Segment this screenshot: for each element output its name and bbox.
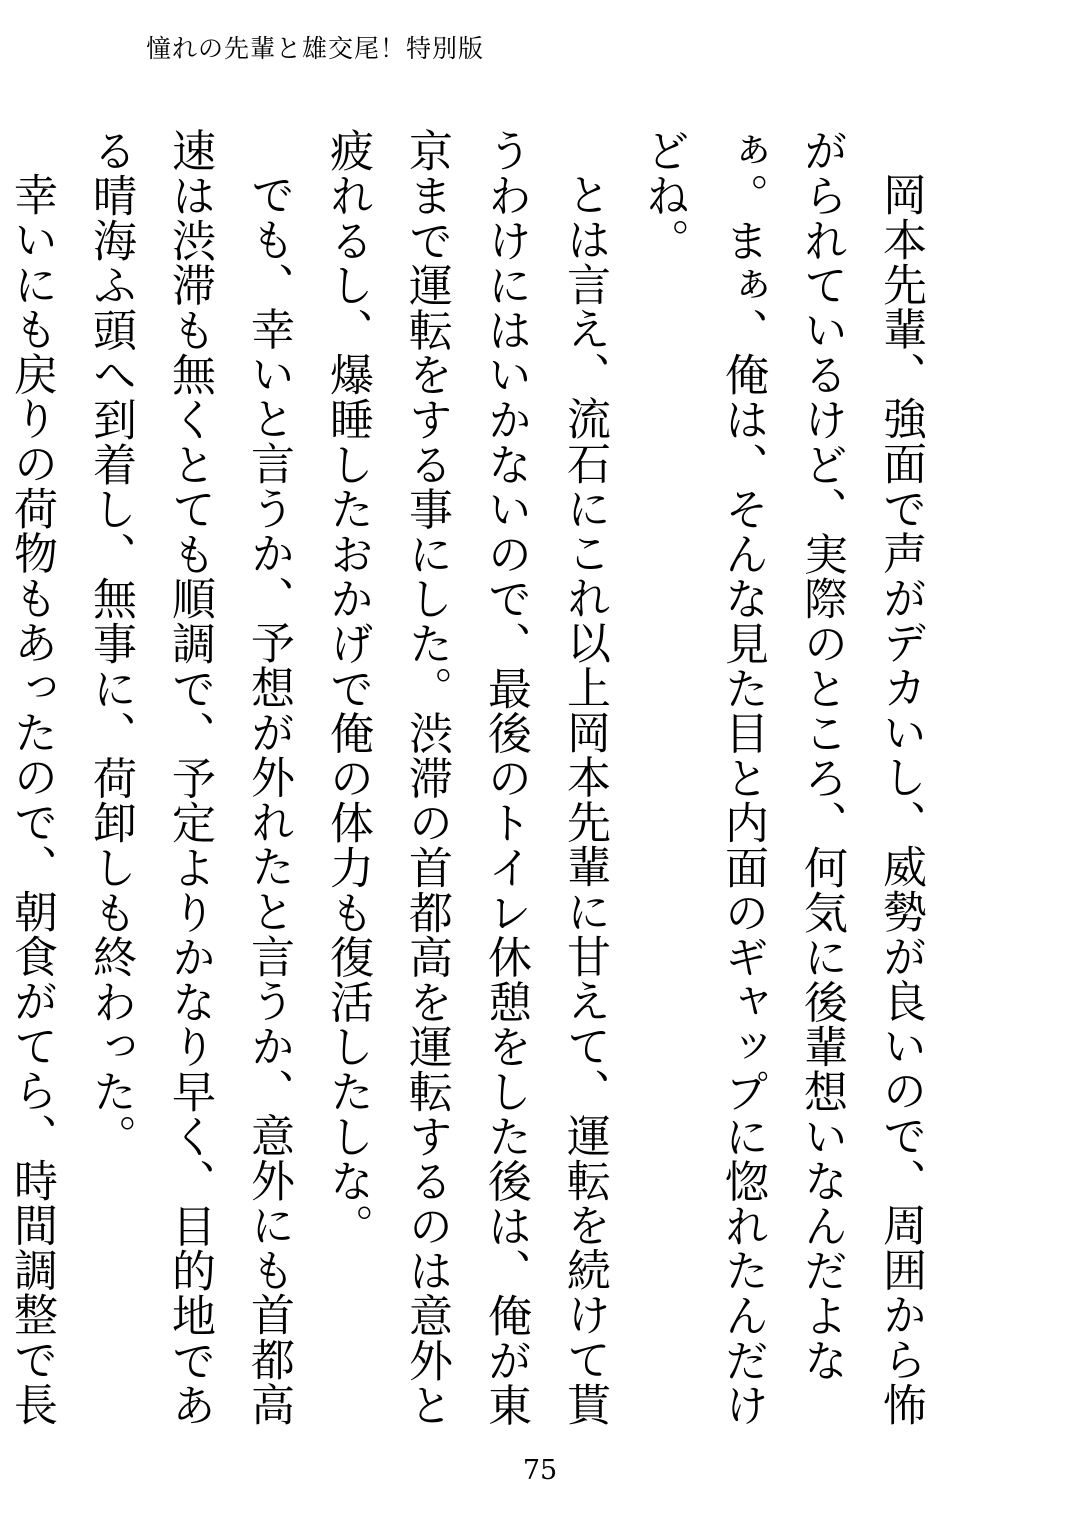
paragraph-2: とは言え、流石にこれ以上岡本先輩に甘えて、運転を続けて貰うわけにはいかないので、最後のトイレ休憩をした後は、俺が東京まで運転をする事にした。渋滞の首都高を運転するのは意外と疲れるし、爆睡したおかげで俺の体力も復活したしな。 <box>322 128 610 1428</box>
paragraph-1: 岡本先輩、強面で声がデカいし、威勢が良いので、周囲から怖がられているけど、実際のところ、何気に後輩想いなんだよなぁ。まぁ、俺は、そんな見た目と内面のギャップに惚れたんだけどね。 <box>638 128 926 1428</box>
vertical-body-text <box>6 128 940 1438</box>
paragraph-3: でも、幸いと言うか、予想が外れたと言うか、意外にも首都高速は渋滞も無くとても順調で、予定よりかなり早く、目的地である晴海ふ頭へ到着し、無事に、荷卸しも終わった。 <box>85 128 294 1428</box>
page-number: 75 <box>522 1455 558 1486</box>
paragraph-4: 幸いにも戻りの荷物もあったので、朝食がてら、時間調整で長 <box>6 172 57 1427</box>
running-header-title: 憧れの先輩と雄交尾！特別版 <box>146 34 485 63</box>
